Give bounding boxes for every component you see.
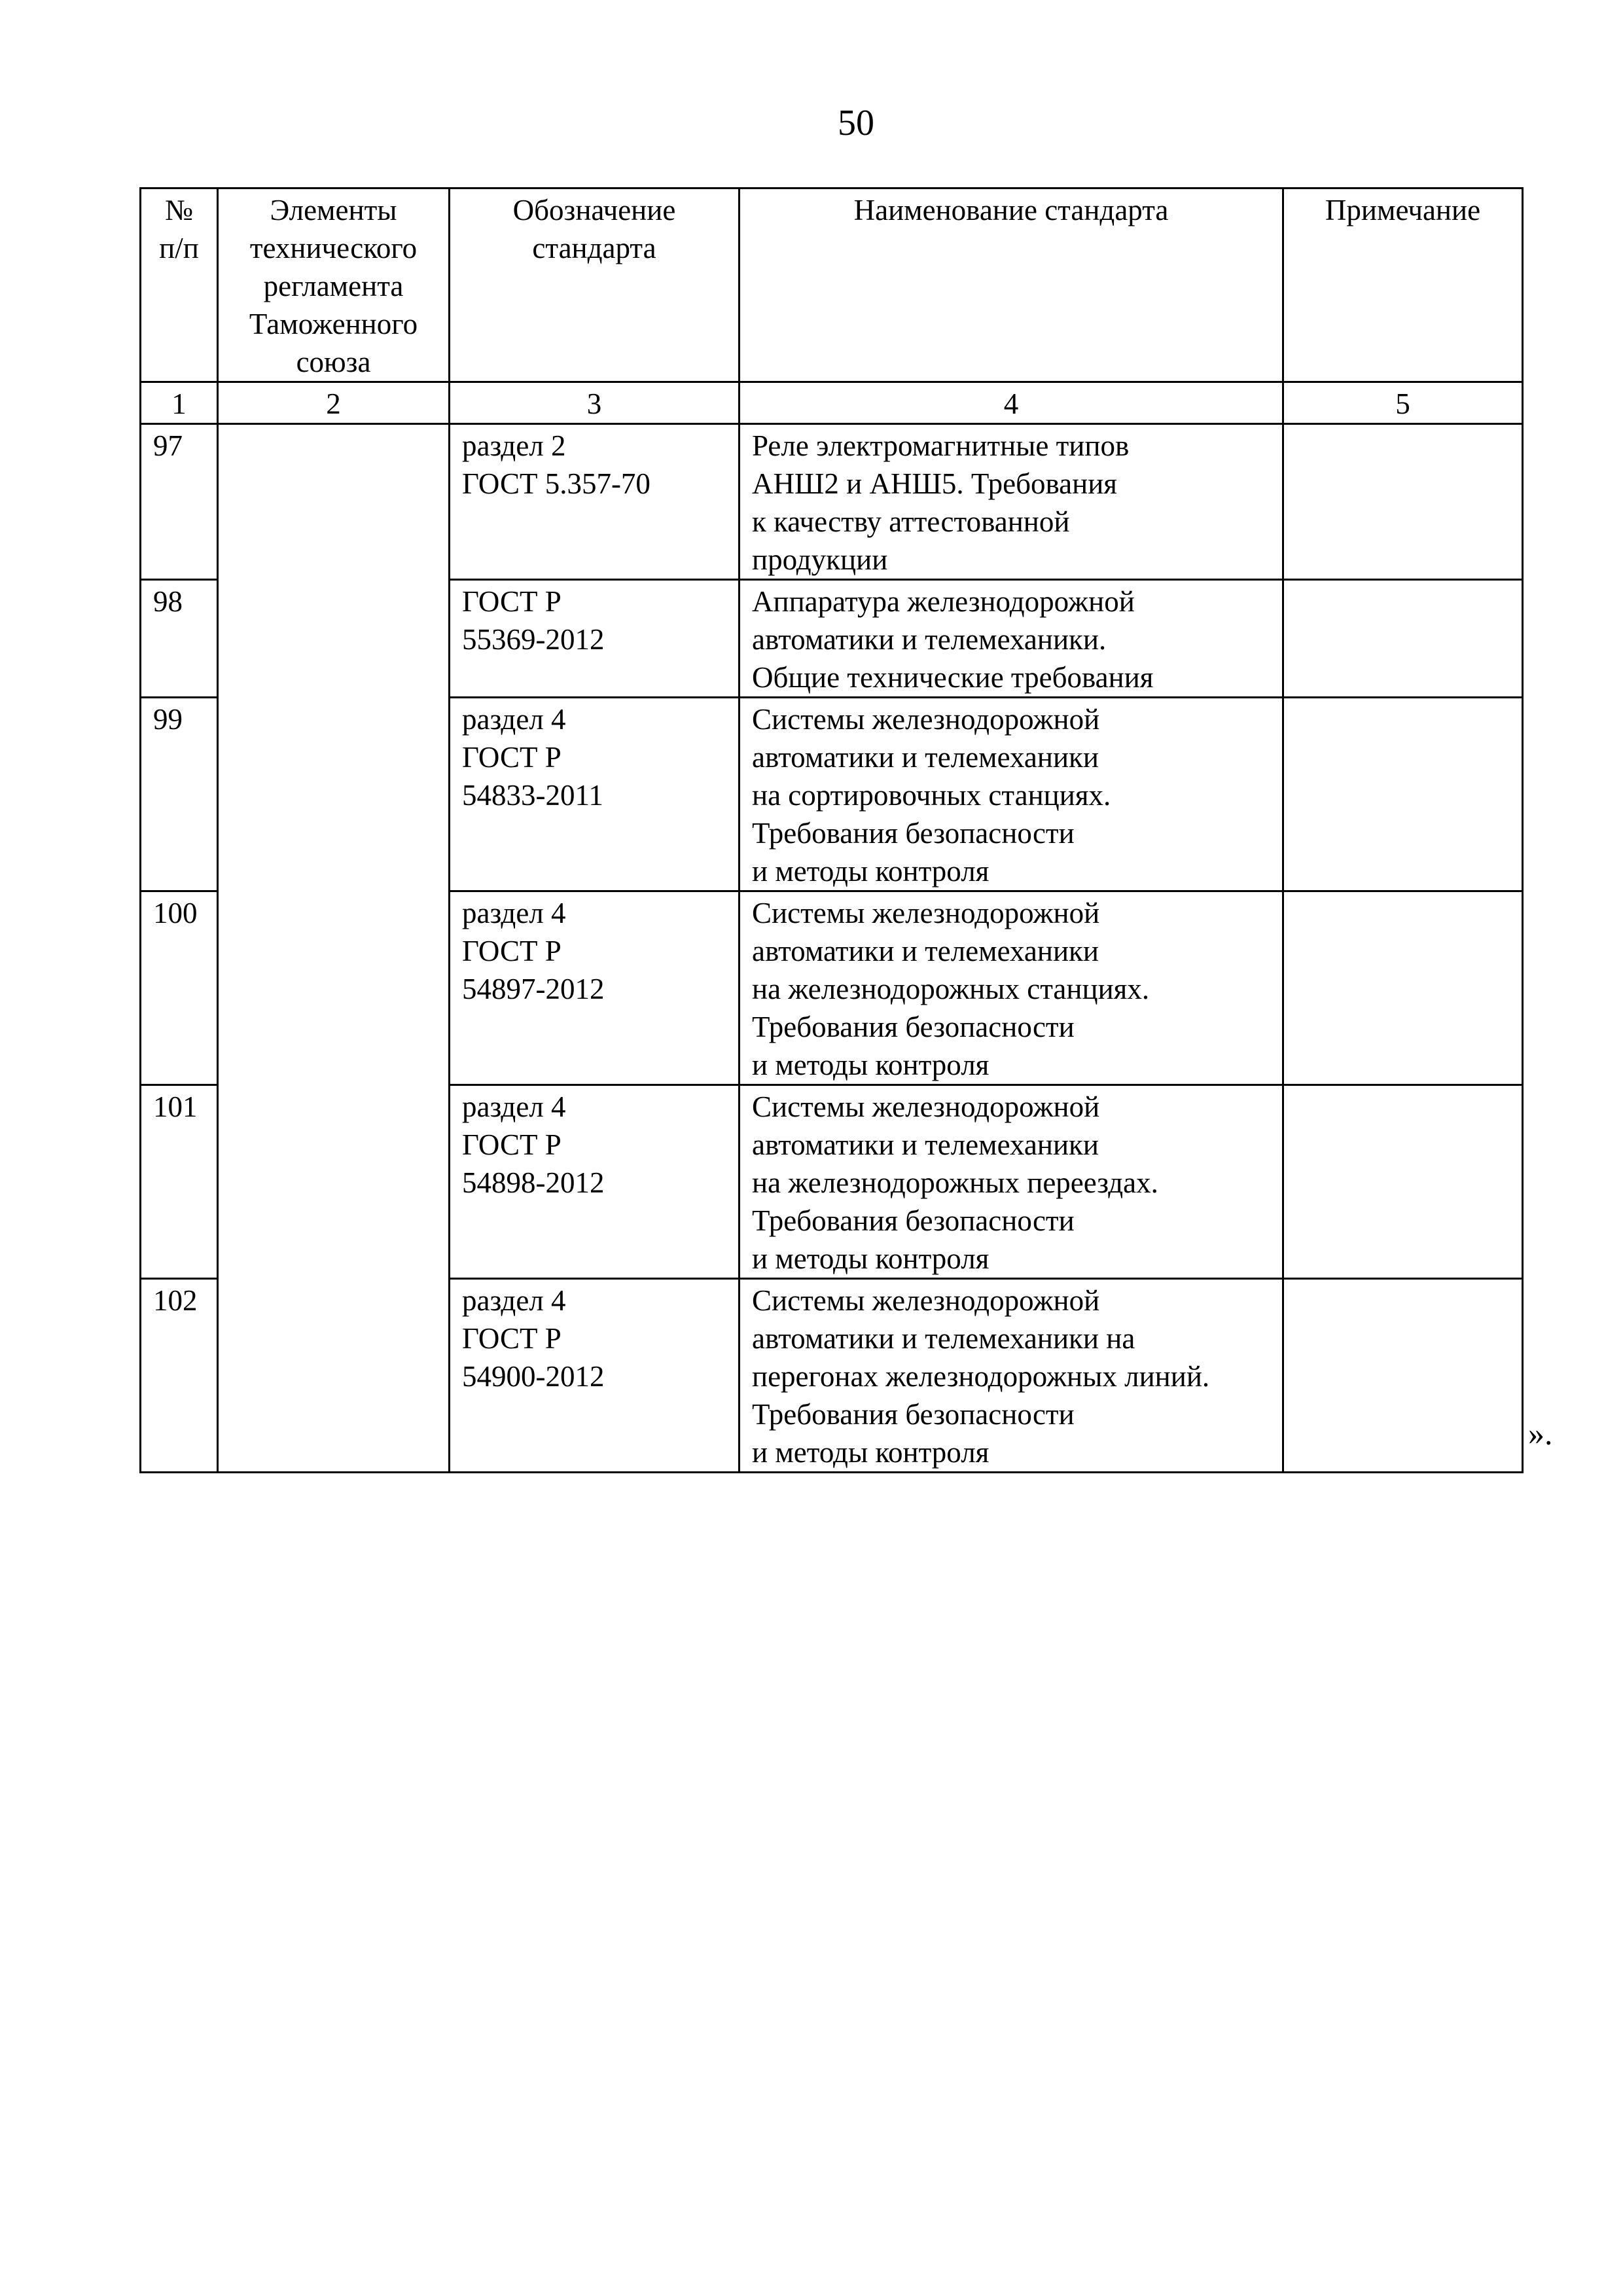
- column-number: 4: [740, 382, 1283, 424]
- row-number: 101: [141, 1085, 218, 1279]
- row-number: 102: [141, 1279, 218, 1473]
- header-standard-name: Наименование стандарта: [740, 188, 1283, 382]
- table-header-row: [141, 188, 1523, 382]
- standard-designation: раздел 4 ГОСТ Р 54897-2012: [450, 891, 740, 1085]
- note-cell: [1283, 1085, 1523, 1279]
- standard-name: Аппаратура железнодорожной автоматики и телемеханики. Общие технические требования: [740, 580, 1283, 698]
- standard-designation: раздел 4 ГОСТ Р 54898-2012: [450, 1085, 740, 1279]
- standard-designation: раздел 4 ГОСТ Р 54900-2012: [450, 1279, 740, 1473]
- page-number: 50: [838, 103, 874, 143]
- note-cell: [1283, 698, 1523, 891]
- standard-designation: раздел 4 ГОСТ Р 54833-2011: [450, 698, 740, 891]
- header-standard-designation: Обозначение стандарта: [450, 188, 740, 382]
- column-number: 1: [141, 382, 218, 424]
- regulation-elements-cell: [218, 424, 450, 1473]
- header-number: № п/п: [141, 188, 218, 382]
- note-cell: [1283, 580, 1523, 698]
- note-cell: [1283, 891, 1523, 1085]
- standard-name: Системы железнодорожной автоматики и телемеханики на перегонах железнодорожных линий. Требования безопасности и методы контроля: [740, 1279, 1283, 1473]
- column-number: 5: [1283, 382, 1523, 424]
- row-number: 97: [141, 424, 218, 580]
- row-number: 98: [141, 580, 218, 698]
- column-number-row: [141, 382, 1523, 424]
- standard-name: Реле электромагнитные типов АНШ2 и АНШ5. Требования к качеству аттестованной продукции: [740, 424, 1283, 580]
- row-number: 100: [141, 891, 218, 1085]
- header-regulation-elements: Элементы технического регламента Таможенного союза: [218, 188, 450, 382]
- row-number: 99: [141, 698, 218, 891]
- closing-quote: ».: [1528, 1415, 1553, 1452]
- header-note: Примечание: [1283, 188, 1523, 382]
- column-number: 2: [218, 382, 450, 424]
- standard-name: Системы железнодорожной автоматики и телемеханики на железнодорожных станциях. Требования безопасности и методы контроля: [740, 891, 1283, 1085]
- column-number: 3: [450, 382, 740, 424]
- standard-designation: ГОСТ Р 55369-2012: [450, 580, 740, 698]
- standard-designation: раздел 2 ГОСТ 5.357-70: [450, 424, 740, 580]
- table-row: [141, 424, 1523, 580]
- standards-table: [139, 187, 1524, 1473]
- note-cell: [1283, 1279, 1523, 1473]
- note-cell: [1283, 424, 1523, 580]
- standard-name: Системы железнодорожной автоматики и телемеханики на сортировочных станциях. Требования безопасности и методы контроля: [740, 698, 1283, 891]
- standard-name: Системы железнодорожной автоматики и телемеханики на железнодорожных переездах. Требования безопасности и методы контроля: [740, 1085, 1283, 1279]
